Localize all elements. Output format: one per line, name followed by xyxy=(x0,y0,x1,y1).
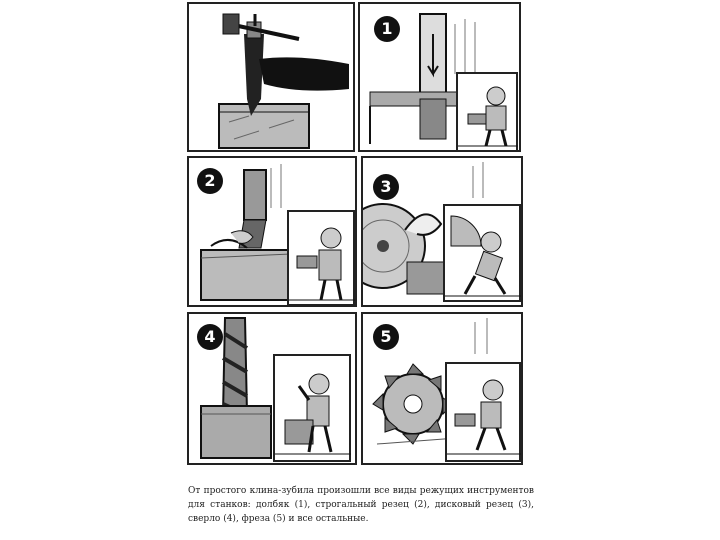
panel-4 xyxy=(187,312,357,465)
chisel-drawing xyxy=(189,4,355,152)
caption-text: От простого клина-зубила произошли все виды режущих инструментов для станков: долбяк (1), строгальный резец (2), дисковый резец (3), сверло (4), фреза (5) и все остальные. xyxy=(188,486,534,524)
robot-inset-1 xyxy=(456,72,518,152)
panel-number-5: 5 xyxy=(373,324,399,350)
panel-number-4: 4 xyxy=(197,324,223,350)
panel-3 xyxy=(361,156,523,307)
robot-icon xyxy=(458,74,518,152)
robot-inset-5 xyxy=(445,362,521,462)
figure-caption xyxy=(188,484,534,526)
panel-5 xyxy=(361,312,523,465)
panel-number-3: 3 xyxy=(373,174,399,200)
panel-2 xyxy=(187,156,357,307)
robot-icon xyxy=(275,356,351,462)
panel-1 xyxy=(358,2,521,152)
robot-icon xyxy=(445,206,521,302)
robot-inset-4 xyxy=(273,354,351,462)
robot-icon xyxy=(289,212,355,306)
panel-number-2: 2 xyxy=(197,168,223,194)
robot-icon xyxy=(447,364,521,462)
panel-number-1: 1 xyxy=(374,16,400,42)
robot-inset-3 xyxy=(443,204,521,302)
robot-inset-2 xyxy=(287,210,355,306)
panel-chisel xyxy=(187,2,355,152)
